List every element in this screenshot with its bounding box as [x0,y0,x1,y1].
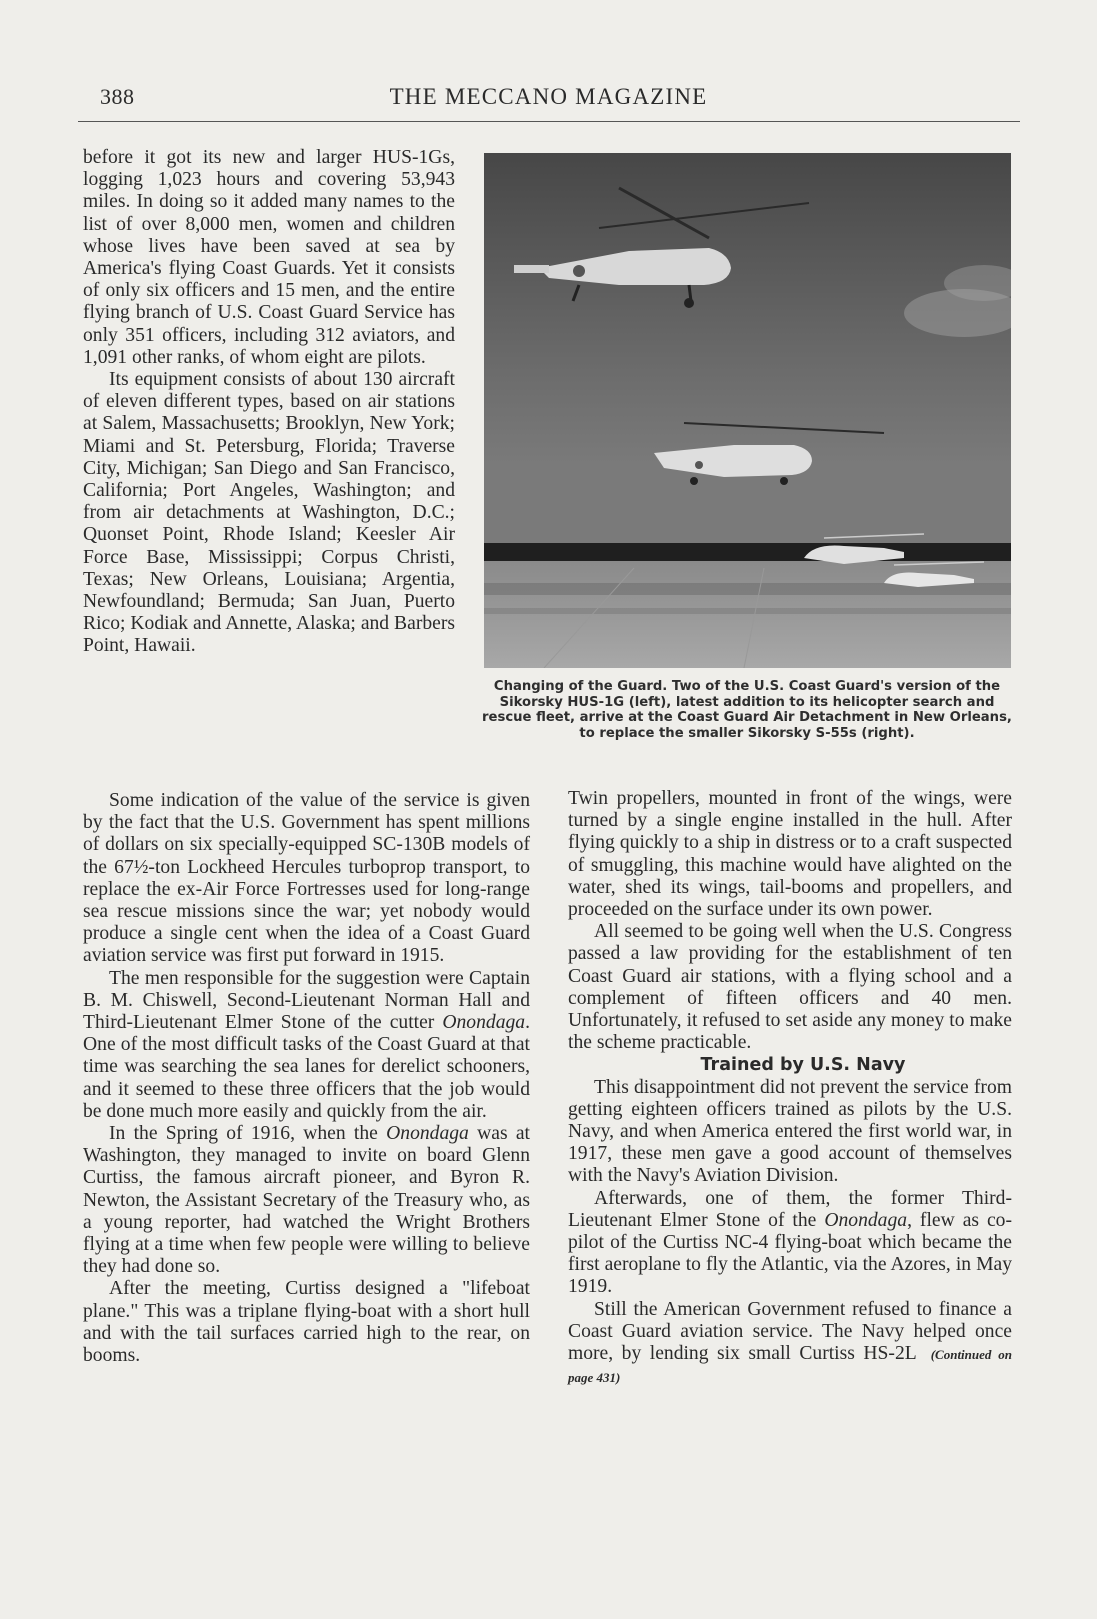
paragraph: All seemed to be going well when the U.S. Congress passed a law providing for the establishment of ten Coast Guard air stations, with a flying school and a complement of fifteen officers and 40 men. Unfortunately, it refused to set aside any money to make the scheme practicable. [568,921,1012,1054]
ship-name: Onondaga [824,1209,908,1231]
column-right-bottom [568,788,1012,1389]
paragraph [83,1123,530,1278]
text-run: . One of the most difficult tasks of the Coast Guard at that time was searching the sea lanes for derelict schooners, and it seemed to these three officers that the job would be done much more easily and quickly from the air. [83,1012,530,1122]
text-run: In the Spring of 1916, when the [109,1123,387,1145]
paragraph [83,968,530,1123]
text-run: , flew as co-pilot of the Curtiss NC-4 flying-boat which became the first aeroplane to fly the Atlantic, via the Azores, in May 1919. [568,1209,1013,1298]
paragraph: This disappointment did not prevent the service from getting eighteen officers trained as pilots by the U.S. Navy, and when America entered the first world war, in 1917, these men gave a good account of themselves with the Navy's Aviation Division. [568,1076,1012,1187]
paragraph: Some indication of the value of the service is given by the fact that the U.S. Government has spent millions of dollars on six specially-equipped SC-130B models of the 67½-ton Lockheed Hercules turboprop transport, to replace the ex-Air Force Fortresses used for long-range sea rescue missions since the war; yet nobody would produce a single cent when the idea of a Coast Guard aviation service was first put forward in 1915. [83,790,530,967]
page-number: 388 [100,84,135,109]
photo-caption: Changing of the Guard. Two of the U.S. Coast Guard's version of the Sikorsky HUS-1G (left), latest addition to its helicopter search and rescue fleet, arrive at the Coast Guard Air Detachment in New Orleans, to replace the smaller Sikorsky S-55s (right). [482,679,1012,741]
text-run: was at Washington, they managed to invite on board Glenn Curtiss, the famous aircraft pioneer, and Byron R. Newton, the Assistant Secretary of the Treasury who, as a young reporter, had watched the Wright Brothers flying at a time when few people were willing to believe they had done so. [83,1123,530,1278]
continued-note: (Continued on page 431) [568,1347,1012,1386]
text-run: Still the American Government refused to finance a Coast Guard aviation service. The Navy helped once more, by lending six small Curtiss HS-2L [568,1298,1012,1365]
helicopters-photo [484,153,1011,668]
paragraph: After the meeting, Curtiss designed a "lifeboat plane." This was a triplane flying-boat with a short hull and with the tail surfaces carried high to the rear, on booms. [83,1278,530,1367]
paragraph: Its equipment consists of about 130 aircraft of eleven different types, based on air stations at Salem, Massachusetts; Brooklyn, New York; Miami and St. Petersburg, Florida; Traverse City, Michigan; San Diego and San Francisco, California; Port Angeles, Washington; and from air detachments at Washington, D.C.; Quonset Point, Rhode Island; Keesler Air Force Base, Mississippi; Corpus Christi, Texas; New Orleans, Louisiana; Argentia, Newfoundland; Bermuda; San Juan, Puerto Rico; Kodiak and Annette, Alaska; and Barbers Point, Hawaii. [83,369,455,657]
ship-name: Onondaga [386,1123,469,1145]
column-left-bottom [83,790,530,1367]
header-rule [78,121,1020,122]
helicopters-illustration [484,153,1011,668]
column-left-top [83,147,455,658]
paragraph [568,1188,1012,1299]
section-subheading: Trained by U.S. Navy [700,1055,906,1076]
paragraph: Twin propellers, mounted in front of the wings, were turned by a single engine installed in the hull. After flying quickly to a ship in distress or to a craft suspected of smuggling, this machine would have alighted on the water, shed its wings, tail-booms and propellers, and proceeded on the surface under its own power. [568,788,1012,921]
paragraph: before it got its new and larger HUS-1Gs, logging 1,023 hours and covering 53,943 miles. In doing so it added many names to the list of over 8,000 men, women and children whose lives have been saved at sea by America's flying Coast Guards. Yet it consists of only six officers and 15 men, and the entire flying branch of U.S. Coast Guard Service has only 351 officers, including 312 aviators, and 1,091 other ranks, of whom eight are pilots. [83,147,455,368]
paragraph [568,1299,1012,1390]
magazine-title: THE MECCANO MAGAZINE [389,84,708,109]
ship-name: Onondaga [442,1012,526,1034]
text-run: Afterwards, one of them, the former Third-Lieutenant Elmer Stone of the [568,1187,1012,1231]
text-run: The men responsible for the suggestion were Captain B. M. Chiswell, Second-Lieutenant Norman Hall and Third-Lieutenant Elmer Stone of the cutter [83,967,530,1034]
